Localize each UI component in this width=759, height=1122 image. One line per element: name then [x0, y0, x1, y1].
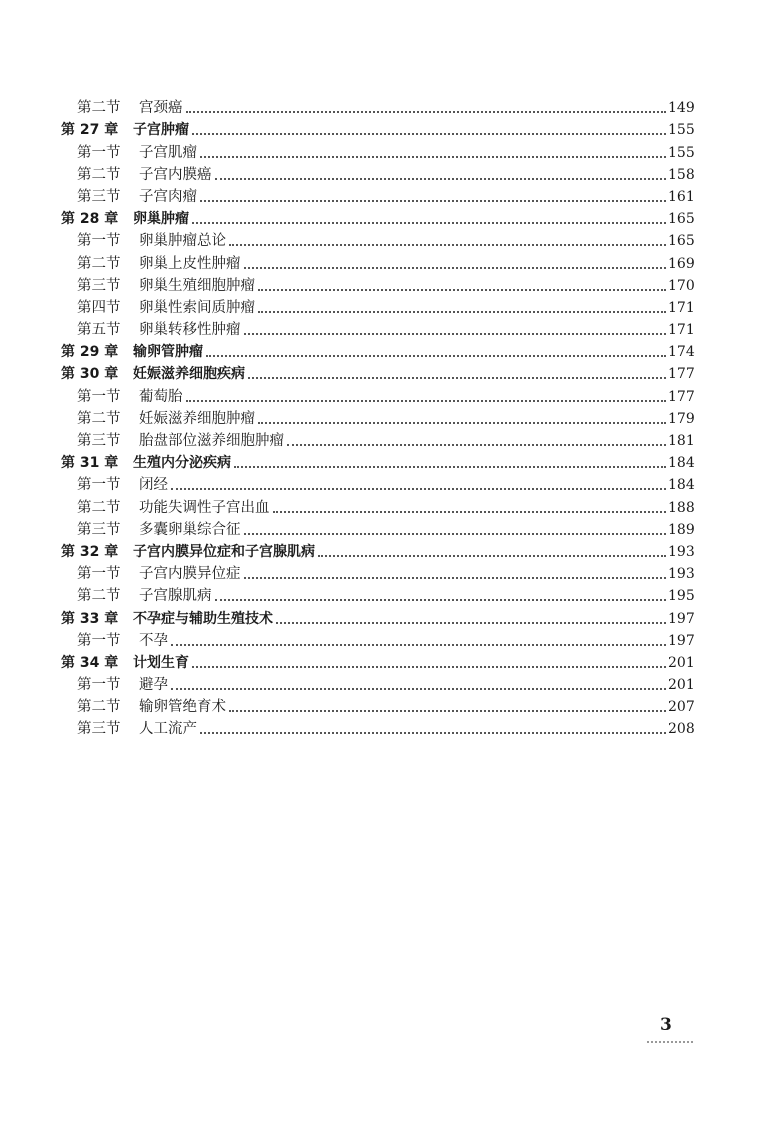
toc-entry-label: 第三节 [77, 721, 121, 738]
toc-chapter-entry[interactable] [0, 605, 759, 627]
toc-entry-label: 第 34 章 [61, 654, 119, 671]
toc-entry-page: 184 [668, 455, 695, 472]
toc-entry-page: 197 [668, 632, 695, 649]
toc-entry-title: 妊娠滋养细胞疾病 [133, 366, 245, 383]
toc-section-entry[interactable] [0, 273, 759, 295]
toc-entry-page: 171 [668, 299, 695, 316]
toc-entry-page: 188 [668, 499, 695, 516]
dot-leader [215, 598, 667, 601]
dot-leader [273, 510, 667, 513]
toc-entry-page: 184 [668, 477, 695, 494]
dot-leader [258, 421, 666, 424]
toc-entry-title: 子宫肿瘤 [133, 122, 189, 139]
table-of-contents [0, 95, 759, 738]
toc-entry-page: 177 [668, 388, 695, 405]
toc-entry-title: 宫颈癌 [139, 100, 183, 117]
dot-leader [186, 399, 667, 402]
toc-entry-title: 子宫内膜癌 [139, 166, 212, 183]
toc-entry-title: 子宫内膜异位症和子宫腺肌病 [133, 543, 315, 560]
dot-leader [287, 443, 666, 446]
toc-entry-label: 第 29 章 [61, 344, 119, 361]
toc-entry-label: 第 30 章 [61, 366, 119, 383]
toc-entry-label: 第一节 [77, 388, 121, 405]
toc-entry-title: 计划生育 [133, 654, 189, 671]
toc-entry-page: 193 [668, 566, 695, 583]
toc-entry-page: 179 [668, 410, 695, 427]
toc-chapter-entry[interactable] [0, 339, 759, 361]
dot-leader [244, 332, 667, 335]
dot-leader [200, 155, 666, 158]
footer-stamp [647, 1036, 693, 1043]
toc-entry-label: 第 32 章 [61, 543, 119, 560]
toc-section-entry[interactable] [0, 184, 759, 206]
toc-entry-page: 177 [668, 366, 695, 383]
toc-entry-label: 第一节 [77, 632, 121, 649]
toc-entry-label: 第四节 [77, 299, 121, 316]
toc-chapter-entry[interactable] [0, 539, 759, 561]
toc-section-entry[interactable] [0, 250, 759, 272]
dot-leader [192, 132, 666, 135]
toc-section-entry[interactable] [0, 95, 759, 117]
toc-entry-label: 第一节 [77, 233, 121, 250]
toc-entry-page: 193 [668, 543, 695, 560]
toc-entry-title: 子宫腺肌病 [139, 588, 212, 605]
toc-section-entry[interactable] [0, 716, 759, 738]
toc-entry-label: 第二节 [77, 499, 121, 516]
toc-entry-page: 195 [668, 588, 695, 605]
toc-entry-page: 149 [668, 100, 695, 117]
toc-entry-label: 第一节 [77, 677, 121, 694]
dot-leader [244, 266, 667, 269]
dot-leader [229, 243, 666, 246]
toc-entry-page: 207 [668, 699, 695, 716]
toc-entry-label: 第 27 章 [61, 122, 119, 139]
toc-section-entry[interactable] [0, 561, 759, 583]
toc-entry-page: 201 [668, 654, 695, 671]
toc-chapter-entry[interactable] [0, 361, 759, 383]
toc-entry-label: 第二节 [77, 588, 121, 605]
toc-entry-title: 子宫肌瘤 [139, 144, 197, 161]
toc-entry-title: 生殖内分泌疾病 [133, 455, 231, 472]
toc-entry-label: 第三节 [77, 277, 121, 294]
toc-entry-page: 171 [668, 322, 695, 339]
toc-entry-page: 155 [668, 144, 695, 161]
toc-section-entry[interactable] [0, 517, 759, 539]
toc-entry-label: 第三节 [77, 521, 121, 538]
toc-entry-page: 165 [668, 233, 695, 250]
toc-section-entry[interactable] [0, 295, 759, 317]
toc-entry-label: 第 31 章 [61, 455, 119, 472]
toc-entry-title: 卵巢肿瘤总论 [139, 233, 226, 250]
dot-leader [258, 288, 666, 291]
toc-section-entry[interactable] [0, 162, 759, 184]
toc-entry-title: 闭经 [139, 477, 168, 494]
toc-entry-title: 不孕症与辅助生殖技术 [133, 610, 273, 627]
toc-entry-title: 妊娠滋养细胞肿瘤 [139, 410, 255, 427]
toc-section-entry[interactable] [0, 672, 759, 694]
toc-entry-page: 174 [668, 344, 695, 361]
toc-entry-page: 189 [668, 521, 695, 538]
toc-section-entry[interactable] [0, 317, 759, 339]
dot-leader [276, 621, 666, 624]
dot-leader [192, 221, 666, 224]
dot-leader [171, 643, 666, 646]
toc-entry-page: 155 [668, 122, 695, 139]
toc-entry-title: 不孕 [139, 632, 168, 649]
toc-entry-title: 卵巢性索间质肿瘤 [139, 299, 255, 316]
toc-entry-page: 158 [668, 166, 695, 183]
toc-section-entry[interactable] [0, 628, 759, 650]
dot-leader [244, 532, 667, 535]
dot-leader [206, 354, 666, 357]
toc-entry-label: 第三节 [77, 188, 121, 205]
toc-entry-page: 181 [668, 433, 695, 449]
toc-section-entry[interactable] [0, 494, 759, 516]
page-number: 3 [660, 1015, 672, 1035]
toc-chapter-entry[interactable] [0, 117, 759, 139]
toc-entry-title: 子宫内膜异位症 [139, 566, 241, 583]
toc-section-entry[interactable] [0, 139, 759, 161]
toc-section-entry[interactable] [0, 406, 759, 428]
toc-entry-title: 多囊卵巢综合征 [139, 521, 241, 538]
dot-leader [248, 376, 666, 379]
dot-leader [229, 709, 666, 712]
toc-entry-page: 197 [668, 610, 695, 627]
toc-chapter-entry[interactable] [0, 206, 759, 228]
toc-entry-title: 子宫肉瘤 [139, 188, 197, 205]
toc-entry-label: 第二节 [77, 699, 121, 716]
toc-entry-label: 第二节 [77, 255, 121, 272]
toc-entry-title: 人工流产 [139, 721, 197, 738]
toc-section-entry[interactable] [0, 428, 759, 450]
toc-entry-title: 卵巢肿瘤 [133, 211, 189, 228]
toc-entry-title: 输卵管绝育术 [139, 699, 226, 716]
toc-section-entry[interactable] [0, 694, 759, 716]
dot-leader [234, 465, 666, 468]
toc-section-entry[interactable] [0, 383, 759, 405]
toc-entry-label: 第 28 章 [61, 211, 119, 228]
toc-entry-label: 第二节 [77, 100, 121, 117]
toc-section-entry[interactable] [0, 583, 759, 605]
toc-entry-title: 功能失调性子宫出血 [139, 499, 270, 516]
toc-entry-label: 第一节 [77, 477, 121, 494]
dot-leader [171, 687, 666, 690]
toc-entry-label: 第五节 [77, 322, 121, 339]
toc-entry-title: 卵巢转移性肿瘤 [139, 322, 241, 339]
toc-entry-page: 161 [668, 188, 695, 205]
dot-leader [200, 199, 666, 202]
toc-entry-label: 第一节 [77, 566, 121, 583]
toc-entry-page: 170 [668, 277, 695, 294]
dot-leader [258, 310, 666, 313]
toc-entry-page: 169 [668, 255, 695, 272]
dot-leader [244, 576, 667, 579]
toc-entry-page: 208 [668, 721, 695, 738]
dot-leader [200, 731, 666, 734]
dot-leader [192, 665, 666, 668]
toc-entry-title: 胎盘部位滋养细胞肿瘤 [139, 433, 284, 449]
toc-entry-title: 卵巢生殖细胞肿瘤 [139, 277, 255, 294]
toc-chapter-entry[interactable] [0, 450, 759, 472]
toc-entry-label: 第三节 [77, 433, 121, 449]
toc-entry-label: 第二节 [77, 410, 121, 427]
toc-entry-label: 第一节 [77, 144, 121, 161]
toc-entry-title: 卵巢上皮性肿瘤 [139, 255, 241, 272]
toc-entry-title: 葡萄胎 [139, 388, 183, 405]
toc-entry-title: 输卵管肿瘤 [133, 344, 203, 361]
dot-leader [186, 110, 667, 113]
dot-leader [215, 177, 667, 180]
toc-entry-page: 165 [668, 211, 695, 228]
dot-leader [318, 554, 666, 557]
toc-entry-label: 第 33 章 [61, 610, 119, 627]
toc-entry-title: 避孕 [139, 677, 168, 694]
toc-entry-page: 201 [668, 677, 695, 694]
dot-leader [171, 487, 666, 490]
toc-entry-label: 第二节 [77, 166, 121, 183]
toc-chapter-entry[interactable] [0, 650, 759, 672]
toc-section-entry[interactable] [0, 228, 759, 250]
toc-section-entry[interactable] [0, 472, 759, 494]
